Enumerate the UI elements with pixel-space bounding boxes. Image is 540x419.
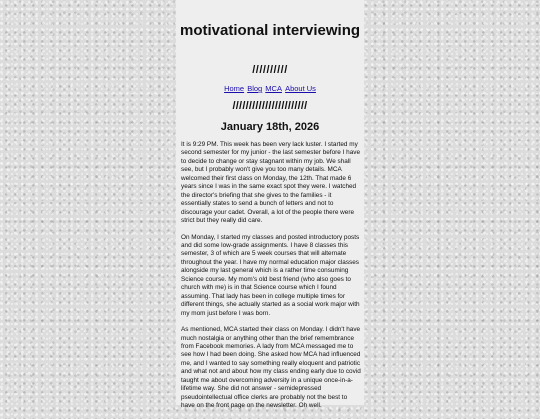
nav-link-mca[interactable]: MCA [265, 84, 282, 93]
post-date: January 18th, 2026 [220, 121, 320, 133]
nav-link-blog[interactable]: Blog [247, 84, 263, 93]
divider-top: ////////// [252, 64, 288, 76]
main-nav [176, 84, 364, 93]
nav-link-about-us[interactable]: About Us [285, 84, 316, 93]
nav-link-home[interactable]: Home [224, 84, 245, 93]
post-paragraph: It is 9:29 PM. This week has been very lack luster. I started my second semester for my junior - the last semester before I have to decide to change or stay stagnant within my job. We shall see, but I probably won't give you too many details. MCA welcomed their first class on Monday, the 12th. That made 6 years since I was in the same exact spot they were. I watched the director's briefing that she gives to the families - it essentially states to send a bunch of letters and not to discourage your cadet. Overall, a lot of the people there were strict but they really did care. [181, 141, 361, 225]
post-paragraph: As mentioned, MCA started their class on Monday. I didn't have much nostalgia or anything other than the brief remembrance from Facebook memories. A lady from MCA messaged me to see how I had been doing. She asked how MCA had influenced me, and I wanted to say something really eloquent and patriotic and what not and about how my class ending early due to covid taught me about overcoming adversity in a unique once-in-a-lifetime way. She did not answer - semidepressed pseudointellectual office clerks are probably not the best to have on the front page on the newsletter. Oh well. [181, 326, 361, 410]
post-paragraph: On Monday, I started my classes and posted introductory posts and did some low-grade assignments. I have 8 classes this semester, 3 of which are 5 week courses that will alternate throughout the year. I have my normal education major classes alongside my last general which is a rather time consuming Science course. My mom's old best friend (who also goes to church with me) is in that Science course which I found assuming. That lady has been in college multiple times for different things, she actually started as a social work major with my mom just before I was born. [181, 233, 360, 317]
site-title: motivational interviewing [179, 22, 361, 39]
divider-bottom: /////////////////////// [232, 100, 308, 112]
post-body [181, 141, 361, 419]
